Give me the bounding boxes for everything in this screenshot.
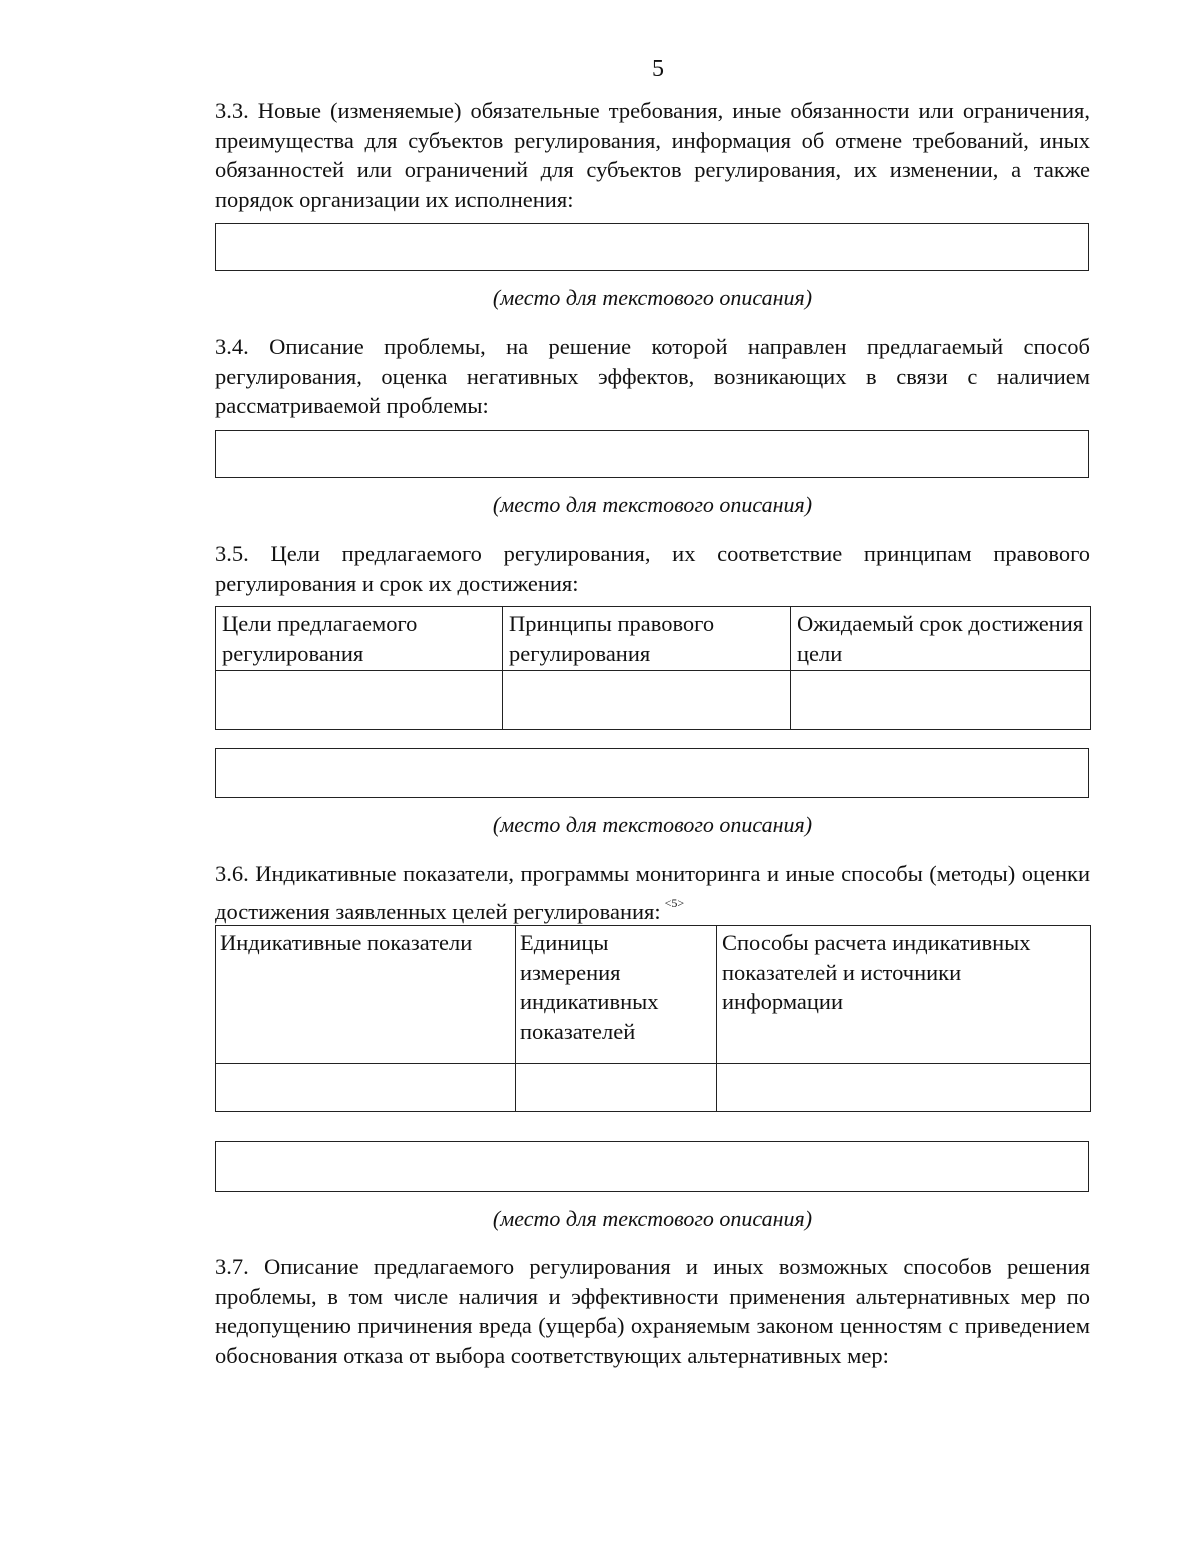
page-number: 5 <box>652 56 664 82</box>
section-3-4-text: 3.4. Описание проблемы, на решение которой направлен предлагаемый способ регулирования, оценка негативных эффектов, возникающих в связи с наличием рассматриваемой проблемы: <box>215 334 1090 419</box>
section-3-6-text <box>215 859 1090 926</box>
table-header-cell: Цели предлагаемого регулирования <box>216 607 503 671</box>
footnote-marker: <5> <box>664 895 685 910</box>
section-3-5-table <box>215 606 1091 730</box>
section-3-5-text: 3.5. Цели предлагаемого регулирования, их соответствие принципам правового регулирования и срок их достижения: <box>215 541 1090 596</box>
section-3-6-table <box>215 925 1091 1112</box>
section-3-6-text-field[interactable] <box>215 1141 1089 1192</box>
section-3-3-text: 3.3. Новые (изменяемые) обязательные требования, иные обязанности или ограничения, преимущества для субъектов регулирования, информация об отмене требований, иных обязанностей или ограничений для субъектов регулирования, их изменении, а также порядок организации их исполнения: <box>215 98 1090 212</box>
section-3-7-text: 3.7. Описание предлагаемого регулирования и иных возможных способов решения проблемы, в том числе наличия и эффективности применения альтернативных мер по недопущению причинения вреда (ущерба) охраняемым законом ценностям с приведением обоснования отказа от выбора соответствующих альтернативных мер: <box>215 1254 1090 1368</box>
section-3-4-caption: (место для текстового описания) <box>492 492 813 517</box>
table-header-cell: Способы расчета индикативных показателей и источники информации <box>717 926 1091 1064</box>
table-input-cell[interactable] <box>791 671 1091 730</box>
table-input-cell[interactable] <box>216 1064 516 1112</box>
section-3-3-caption: (место для текстового описания) <box>492 285 813 310</box>
section-3-6-text-body: 3.6. Индикативные показатели, программы мониторинга и иные способы (методы) оценки достижения заявленных целей регулирования: <box>215 861 1090 924</box>
table-header-row <box>216 607 1091 671</box>
section-3-5-text-field[interactable] <box>215 748 1089 798</box>
section-3-5-caption: (место для текстового описания) <box>492 812 813 837</box>
section-3-4-text-field[interactable] <box>215 430 1089 478</box>
table-input-cell[interactable] <box>717 1064 1091 1112</box>
table-row <box>216 1064 1091 1112</box>
table-input-cell[interactable] <box>503 671 791 730</box>
table-header-row <box>216 926 1091 1064</box>
table-header-cell: Индикативные показатели <box>216 926 516 1064</box>
table-header-cell: Единицы измерения индикативных показателей <box>516 926 717 1064</box>
section-3-6-caption: (место для текстового описания) <box>492 1206 813 1231</box>
table-input-cell[interactable] <box>216 671 503 730</box>
section-3-3-text-field[interactable] <box>215 223 1089 271</box>
table-header-cell: Ожидаемый срок достижения цели <box>791 607 1091 671</box>
table-row <box>216 671 1091 730</box>
table-input-cell[interactable] <box>516 1064 717 1112</box>
table-header-cell: Принципы правового регулирования <box>503 607 791 671</box>
